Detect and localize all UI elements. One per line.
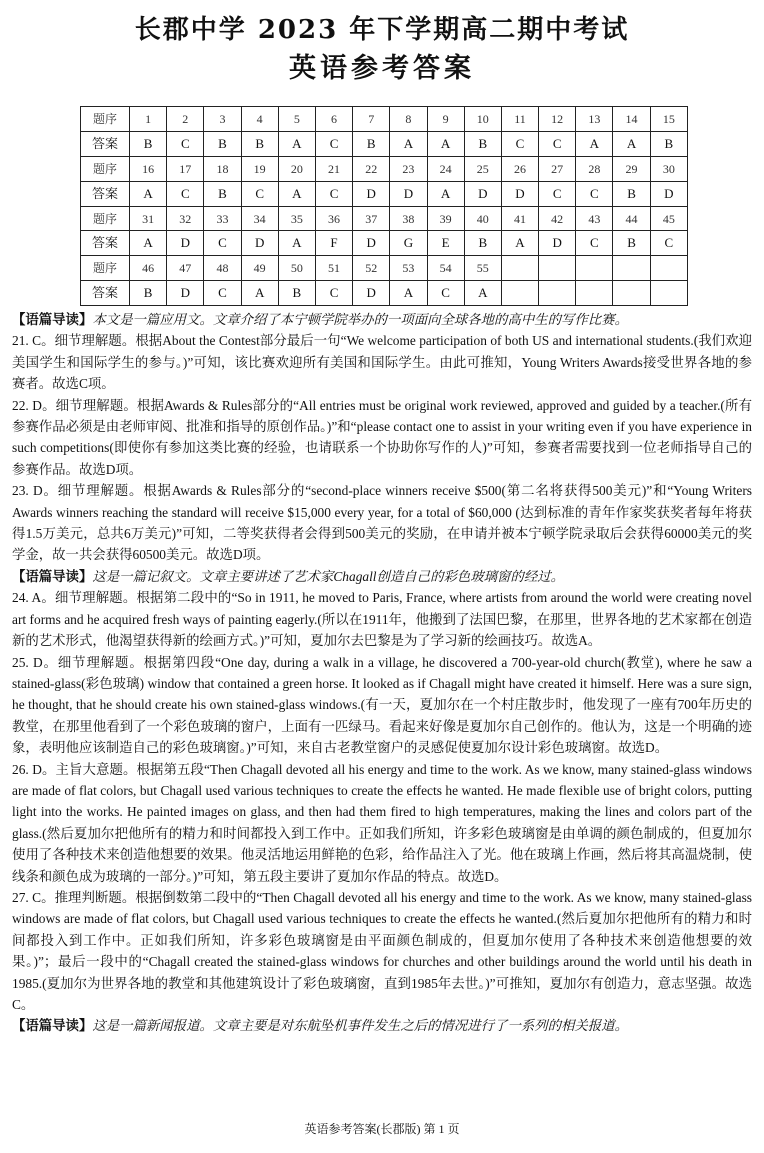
answer-cell: A xyxy=(390,131,427,156)
question-number-cell: 11 xyxy=(501,107,538,132)
answer-cell xyxy=(650,281,687,306)
answer-cell: C xyxy=(315,131,352,156)
answer-cell: C xyxy=(241,181,278,206)
answer-cell: D xyxy=(501,181,538,206)
question-number-row xyxy=(81,156,688,181)
answer-cell: D xyxy=(241,231,278,256)
passage-guide-3: 【语篇导读】这是一篇新闻报道。文章主要是对东航坠机事件发生之后的情况进行了一系列的相关报道。 xyxy=(12,1018,628,1034)
answer-cell: B xyxy=(650,131,687,156)
question-number-cell: 10 xyxy=(464,107,501,132)
answer-cell: A xyxy=(390,281,427,306)
question-number-cell: 30 xyxy=(650,156,687,181)
answer-cell xyxy=(539,281,576,306)
answer-cell: A xyxy=(427,131,464,156)
answer-cell: G xyxy=(390,231,427,256)
answer-cell: D xyxy=(390,181,427,206)
answer-cell: D xyxy=(167,281,204,306)
answer-row xyxy=(81,231,688,256)
question-number-row xyxy=(81,107,688,132)
question-number-cell xyxy=(650,256,687,281)
answer-cell: D xyxy=(650,181,687,206)
question-number-cell: 52 xyxy=(353,256,390,281)
row-label-answer: 答案 xyxy=(81,181,130,206)
question-number-cell: 44 xyxy=(613,206,650,231)
answer-cell xyxy=(576,281,613,306)
question-number-cell: 34 xyxy=(241,206,278,231)
question-number-cell: 18 xyxy=(204,156,241,181)
answer-cell: C xyxy=(650,231,687,256)
answer-row xyxy=(81,281,688,306)
answer-cell xyxy=(613,281,650,306)
question-number-cell xyxy=(501,256,538,281)
question-number-cell: 13 xyxy=(576,107,613,132)
question-number-cell: 35 xyxy=(278,206,315,231)
question-number-cell: 3 xyxy=(204,107,241,132)
question-number-cell: 40 xyxy=(464,206,501,231)
answer-cell: F xyxy=(315,231,352,256)
answer-cell: B xyxy=(130,131,167,156)
question-number-cell: 55 xyxy=(464,256,501,281)
page-title: 长郡中学 2023 年下学期高二期中考试 xyxy=(134,15,630,45)
question-number-cell: 7 xyxy=(353,107,390,132)
answer-cell: C xyxy=(539,181,576,206)
question-number-cell xyxy=(576,256,613,281)
answer-cell: C xyxy=(427,281,464,306)
row-label-answer: 答案 xyxy=(81,131,130,156)
question-number-cell: 21 xyxy=(315,156,352,181)
answer-cell: A xyxy=(278,131,315,156)
question-number-row xyxy=(81,206,688,231)
answer-cell: B xyxy=(613,231,650,256)
answer-cell: A xyxy=(278,181,315,206)
question-number-cell: 49 xyxy=(241,256,278,281)
explanation-27: 27. C。推理判断题。根据倒数第二段中的“Then Chagall devoted all his energy and time to the work. As we know, many stained-glass windows are made of flat colors, but Chagall used various techniques to create the effects he wanted.(然后夏加尔把他所有的精力和时间都投入到工作中。正如我们所知，许多彩色玻璃窗是由平面颜色制成的，但夏加尔使用了各种技术来创造他想要的效果。)”；最后一段中的“Chagall created the stained-glass windows for churches and other buildings around the world until his death in 1985.(夏加尔为世界各地的教堂和其他建筑设计了彩色玻璃窗，直到1985年去世。)”可推知，夏加尔有创造力，意志坚强。故选C。 xyxy=(12,889,752,1012)
question-number-cell: 27 xyxy=(539,156,576,181)
question-number-cell: 36 xyxy=(315,206,352,231)
answer-cell: B xyxy=(130,281,167,306)
question-number-cell: 20 xyxy=(278,156,315,181)
answer-cell: A xyxy=(501,231,538,256)
question-number-cell: 28 xyxy=(576,156,613,181)
question-number-cell: 31 xyxy=(130,206,167,231)
row-label-answer: 答案 xyxy=(81,231,130,256)
answer-cell: B xyxy=(204,181,241,206)
question-number-cell: 17 xyxy=(167,156,204,181)
answer-cell: A xyxy=(613,131,650,156)
answer-cell: A xyxy=(576,131,613,156)
page-footer: 英语参考答案(长郡版) 第 1 页 xyxy=(304,1122,460,1136)
question-number-cell: 6 xyxy=(315,107,352,132)
question-number-cell: 39 xyxy=(427,206,464,231)
answer-cell: C xyxy=(576,181,613,206)
question-number-cell: 5 xyxy=(278,107,315,132)
answer-cell: D xyxy=(464,181,501,206)
answer-cell: C xyxy=(167,131,204,156)
answer-table xyxy=(80,106,688,306)
question-number-cell: 19 xyxy=(241,156,278,181)
answer-cell: B xyxy=(353,131,390,156)
question-number-cell: 8 xyxy=(390,107,427,132)
question-number-cell: 50 xyxy=(278,256,315,281)
question-number-cell: 12 xyxy=(539,107,576,132)
row-label-question: 题序 xyxy=(81,107,130,132)
answer-cell: B xyxy=(464,231,501,256)
answer-cell xyxy=(501,281,538,306)
answer-cell: B xyxy=(278,281,315,306)
answer-cell: A xyxy=(427,181,464,206)
answer-cell: C xyxy=(539,131,576,156)
row-label-question: 题序 xyxy=(81,206,130,231)
explanation-25: 25. D。细节理解题。根据第四段“One day, during a walk in a village, he discovered a 700-year-old church(教堂), where he saw a stained-glass(彩色玻璃) window that contained a green horse. It looked as if Chagall might have created it himself. Here was a sure sign, he thought, that he should create his own stained-glass windows.(有一天，夏加尔在一个村庄散步时，他发现了一座有700年历史的教堂，在那里他看到了一个彩色玻璃的窗户，上面有一匹绿马。看起来好像是夏加尔自己创作的。他认为，这是一个明确的迹象，表明他应该制造自己的彩色玻璃窗。)”可知，来自古老教堂窗户的灵感促使夏加尔设计彩色玻璃窗。故选D。 xyxy=(12,654,752,756)
row-label-answer: 答案 xyxy=(81,281,130,306)
question-number-cell: 24 xyxy=(427,156,464,181)
question-number-cell xyxy=(613,256,650,281)
answer-cell: D xyxy=(539,231,576,256)
row-label-question: 题序 xyxy=(81,156,130,181)
answer-cell: C xyxy=(167,181,204,206)
answer-cell: E xyxy=(427,231,464,256)
answer-cell: A xyxy=(241,281,278,306)
answer-cell: A xyxy=(464,281,501,306)
answer-cell: C xyxy=(576,231,613,256)
question-number-cell: 4 xyxy=(241,107,278,132)
row-label-question: 题序 xyxy=(81,256,130,281)
answer-cell: D xyxy=(353,231,390,256)
explanation-23: 23. D。细节理解题。根据Awards & Rules部分的“second-place winners receive $500(第二名将获得500美元)”和“Young Writers Awards winners reaching the standard will receive $15,000 every year, for a total of $60,000 (达到标准的青年作家奖获奖者每年将获得1.5万美元，总共6万美元)”可知，二等奖获得者会得到500美元的奖励，在申请并被本宁顿学院录取后会获得60000美元的奖学金，故一共会获得60500美元。故选D项。 xyxy=(12,483,752,563)
answer-cell: D xyxy=(167,231,204,256)
question-number-cell: 48 xyxy=(204,256,241,281)
question-number-cell: 43 xyxy=(576,206,613,231)
question-number-cell: 33 xyxy=(204,206,241,231)
question-number-cell: 15 xyxy=(650,107,687,132)
question-number-cell: 9 xyxy=(427,107,464,132)
question-number-cell: 23 xyxy=(390,156,427,181)
answer-row xyxy=(81,181,688,206)
question-number-cell: 26 xyxy=(501,156,538,181)
answer-cell: C xyxy=(501,131,538,156)
answer-row xyxy=(81,131,688,156)
answer-cell: B xyxy=(204,131,241,156)
question-number-cell: 54 xyxy=(427,256,464,281)
answer-cell: C xyxy=(204,281,241,306)
question-number-cell: 38 xyxy=(390,206,427,231)
question-number-cell: 45 xyxy=(650,206,687,231)
question-number-cell: 42 xyxy=(539,206,576,231)
question-number-cell: 1 xyxy=(130,107,167,132)
answer-cell: A xyxy=(278,231,315,256)
question-number-cell xyxy=(539,256,576,281)
question-number-cell: 14 xyxy=(613,107,650,132)
question-number-cell: 16 xyxy=(130,156,167,181)
answer-cell: D xyxy=(353,281,390,306)
answer-cell: B xyxy=(464,131,501,156)
question-number-cell: 29 xyxy=(613,156,650,181)
answer-cell: B xyxy=(613,181,650,206)
answer-cell: D xyxy=(353,181,390,206)
answer-cell: A xyxy=(130,231,167,256)
passage-guide-1: 【语篇导读】本文是一篇应用文。文章介绍了本宁顿学院举办的一项面向全球各地的高中生的写作比赛。 xyxy=(12,312,628,327)
question-number-cell: 53 xyxy=(390,256,427,281)
answer-cell: C xyxy=(315,281,352,306)
answer-cell: B xyxy=(241,131,278,156)
question-number-cell: 37 xyxy=(353,206,390,231)
question-number-cell: 47 xyxy=(167,256,204,281)
question-number-row xyxy=(81,256,688,281)
explanation-22: 22. D。细节理解题。根据Awards & Rules部分的“All entries must be original work reviewed, approved and guided by a teacher.(所有参赛作品必须是由老师审阅、批准和指导的原创作品。)”和“please contact one to assist in your writing even if you have experience in such competitions(即使你有参加这类比赛的经验，也请联系一个协助你写作的人)”可知，参赛者需要找到一位老师指导自己的参赛作品。故选D项。 xyxy=(12,397,752,477)
question-number-cell: 46 xyxy=(130,256,167,281)
passage-guide-2: 【语篇导读】这是一篇记叙文。文章主要讲述了艺术家Chagall创造自己的彩色玻璃窗的经过。 xyxy=(12,568,564,584)
answer-cell: C xyxy=(204,231,241,256)
question-number-cell: 22 xyxy=(353,156,390,181)
page-subtitle: 英语参考答案 xyxy=(289,53,475,84)
answer-cell: A xyxy=(130,181,167,206)
question-number-cell: 2 xyxy=(167,107,204,132)
question-number-cell: 41 xyxy=(501,206,538,231)
answer-cell: C xyxy=(315,181,352,206)
explanation-24: 24. A。细节理解题。根据第二段中的“So in 1911, he moved to Paris, France, where artists from around the world were creating novel art forms and he acquired fresh ways of painting eagerly.(所以在1911年，他搬到了法国巴黎，在那里，世界各地的艺术家都在创造新的艺术形式，他渴望获得新的绘画方式。)”可知，夏加尔去巴黎是为了学习新的绘画技巧。故选A。 xyxy=(12,590,752,649)
explanation-21: 21. C。细节理解题。根据About the Contest部分最后一句“We welcome participation of both US and international students.(我们欢迎美国学生和国际学生的参与。)”可知，该比赛欢迎所有美国和国际学生。由此可推知，Young Writers Awards接受世界各地的参赛者。故选C项。 xyxy=(12,333,752,392)
explanations xyxy=(12,309,752,1037)
question-number-cell: 51 xyxy=(315,256,352,281)
question-number-cell: 25 xyxy=(464,156,501,181)
question-number-cell: 32 xyxy=(167,206,204,231)
explanation-26: 26. D。主旨大意题。根据第五段“Then Chagall devoted all his energy and time to the work. As we know, many stained-glass windows are made of flat colors, but Chagall used various techniques to create the effects he wanted. He made flexible use of bright colors, putting light into the works. He painted images on glass, and then had them fired to high temperatures, making the lines and colors part of the glass.(然后夏加尔把他所有的精力和时间都投入到工作中。正如我们所知，许多彩色玻璃窗是由单调的颜色制成的，但夏加尔使用了各种技术来创造他想要的效果。他灵活地运用鲜艳的色彩，给作品注入了光。他在玻璃上作画，然后将其高温烧制，使线条和颜色成为玻璃的一部分。)”可知，第五段主要讲了夏加尔作品的特点。故选D。 xyxy=(12,761,752,884)
